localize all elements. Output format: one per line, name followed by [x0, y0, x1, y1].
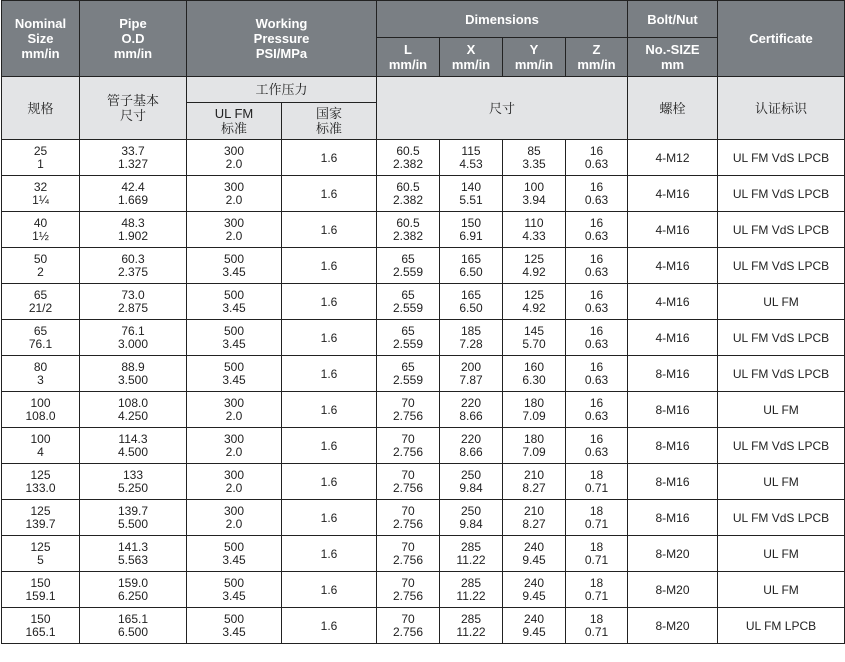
- dim-l-cell: 70 2.756: [377, 392, 440, 428]
- table-row: [2, 320, 845, 356]
- header-row-english: [2, 1, 845, 38]
- dim-y-cell: 240 9.45: [503, 536, 566, 572]
- dim-x-cell: 250 9.84: [440, 500, 503, 536]
- dim-y-cell: 85 3.35: [503, 140, 566, 176]
- dim-z-cell: 18 0.71: [566, 572, 628, 608]
- dim-x-cell: 165 6.50: [440, 248, 503, 284]
- header-working-pressure: Working Pressure PSI/MPa: [187, 1, 377, 77]
- dim-x-cell: 150 6.91: [440, 212, 503, 248]
- bolt-size-cell: 4-M16: [628, 320, 718, 356]
- dim-x-cell: 200 7.87: [440, 356, 503, 392]
- ul-fm-pressure-cell: 300 2.0: [187, 176, 282, 212]
- dim-y-cell: 240 9.45: [503, 572, 566, 608]
- header-bolt-nut: Bolt/Nut: [628, 1, 718, 38]
- pipe-od-cell: 88.9 3.500: [80, 356, 187, 392]
- header-dim-x: X mm/in: [440, 38, 503, 77]
- national-pressure-cell: 1.6: [282, 140, 377, 176]
- pipe-od-cell: 159.0 6.250: [80, 572, 187, 608]
- dim-y-cell: 210 8.27: [503, 464, 566, 500]
- dim-l-cell: 65 2.559: [377, 248, 440, 284]
- bolt-size-cell: 8-M20: [628, 536, 718, 572]
- size-cell: 125 139.7: [2, 500, 80, 536]
- dim-x-cell: 250 9.84: [440, 464, 503, 500]
- certificate-cell: UL FM VdS LPCB: [718, 320, 845, 356]
- dim-l-cell: 70 2.756: [377, 428, 440, 464]
- dim-z-cell: 16 0.63: [566, 248, 628, 284]
- table-row: [2, 428, 845, 464]
- dim-l-cell: 60.5 2.382: [377, 176, 440, 212]
- bolt-size-cell: 4-M12: [628, 140, 718, 176]
- bolt-size-cell: 8-M16: [628, 428, 718, 464]
- dim-l-cell: 60.5 2.382: [377, 212, 440, 248]
- dim-x-cell: 285 11.22: [440, 608, 503, 644]
- national-pressure-cell: 1.6: [282, 608, 377, 644]
- dim-z-cell: 16 0.63: [566, 176, 628, 212]
- table-row: [2, 248, 845, 284]
- certificate-cell: UL FM VdS LPCB: [718, 176, 845, 212]
- pipe-od-cell: 60.3 2.375: [80, 248, 187, 284]
- dim-y-cell: 145 5.70: [503, 320, 566, 356]
- dim-l-cell: 65 2.559: [377, 284, 440, 320]
- ul-fm-pressure-cell: 300 2.0: [187, 428, 282, 464]
- pipe-od-cell: 133 5.250: [80, 464, 187, 500]
- dim-x-cell: 115 4.53: [440, 140, 503, 176]
- pipe-od-cell: 76.1 3.000: [80, 320, 187, 356]
- size-cell: 25 1: [2, 140, 80, 176]
- size-cell: 125 133.0: [2, 464, 80, 500]
- national-pressure-cell: 1.6: [282, 212, 377, 248]
- ul-fm-pressure-cell: 500 3.45: [187, 356, 282, 392]
- dim-y-cell: 180 7.09: [503, 392, 566, 428]
- dim-z-cell: 18 0.71: [566, 536, 628, 572]
- dim-l-cell: 65 2.559: [377, 356, 440, 392]
- header-dimensions: Dimensions: [377, 1, 628, 38]
- header-cn-national: 国家 标准: [282, 103, 377, 140]
- pipe-od-cell: 42.4 1.669: [80, 176, 187, 212]
- national-pressure-cell: 1.6: [282, 284, 377, 320]
- bolt-size-cell: 8-M20: [628, 572, 718, 608]
- dim-z-cell: 16 0.63: [566, 212, 628, 248]
- bolt-size-cell: 8-M20: [628, 608, 718, 644]
- table-row: [2, 536, 845, 572]
- table-row: [2, 212, 845, 248]
- certificate-cell: UL FM VdS LPCB: [718, 356, 845, 392]
- certificate-cell: UL FM: [718, 536, 845, 572]
- size-cell: 65 21/2: [2, 284, 80, 320]
- ul-fm-pressure-cell: 300 2.0: [187, 464, 282, 500]
- pipe-od-cell: 141.3 5.563: [80, 536, 187, 572]
- ul-fm-pressure-cell: 300 2.0: [187, 500, 282, 536]
- certificate-cell: UL FM VdS LPCB: [718, 248, 845, 284]
- dim-z-cell: 18 0.71: [566, 464, 628, 500]
- bolt-size-cell: 8-M16: [628, 464, 718, 500]
- flange-spec-table: [1, 0, 845, 644]
- national-pressure-cell: 1.6: [282, 428, 377, 464]
- pipe-od-cell: 48.3 1.902: [80, 212, 187, 248]
- national-pressure-cell: 1.6: [282, 392, 377, 428]
- table-row: [2, 284, 845, 320]
- certificate-cell: UL FM VdS LPCB: [718, 428, 845, 464]
- size-cell: 80 3: [2, 356, 80, 392]
- bolt-size-cell: 4-M16: [628, 248, 718, 284]
- header-nominal-size: Nominal Size mm/in: [2, 1, 80, 77]
- certificate-cell: UL FM VdS LPCB: [718, 500, 845, 536]
- dim-y-cell: 100 3.94: [503, 176, 566, 212]
- header-cn-pipe: 管子基本 尺寸: [80, 77, 187, 140]
- dim-z-cell: 16 0.63: [566, 284, 628, 320]
- certificate-cell: UL FM: [718, 392, 845, 428]
- bolt-size-cell: 8-M16: [628, 356, 718, 392]
- table-row: [2, 572, 845, 608]
- size-cell: 40 1½: [2, 212, 80, 248]
- national-pressure-cell: 1.6: [282, 176, 377, 212]
- dim-y-cell: 125 4.92: [503, 248, 566, 284]
- size-cell: 150 159.1: [2, 572, 80, 608]
- dim-y-cell: 180 7.09: [503, 428, 566, 464]
- dim-x-cell: 165 6.50: [440, 284, 503, 320]
- national-pressure-cell: 1.6: [282, 536, 377, 572]
- dim-x-cell: 285 11.22: [440, 536, 503, 572]
- dim-l-cell: 70 2.756: [377, 572, 440, 608]
- dim-y-cell: 160 6.30: [503, 356, 566, 392]
- certificate-cell: UL FM VdS LPCB: [718, 140, 845, 176]
- header-cn-ulfm: UL FM 标准: [187, 103, 282, 140]
- dim-y-cell: 125 4.92: [503, 284, 566, 320]
- dim-x-cell: 185 7.28: [440, 320, 503, 356]
- size-cell: 50 2: [2, 248, 80, 284]
- size-cell: 100 4: [2, 428, 80, 464]
- dim-x-cell: 220 8.66: [440, 392, 503, 428]
- ul-fm-pressure-cell: 500 3.45: [187, 248, 282, 284]
- ul-fm-pressure-cell: 300 2.0: [187, 392, 282, 428]
- bolt-size-cell: 4-M16: [628, 284, 718, 320]
- size-cell: 100 108.0: [2, 392, 80, 428]
- table-row: [2, 392, 845, 428]
- table-row: [2, 608, 845, 644]
- national-pressure-cell: 1.6: [282, 248, 377, 284]
- dim-y-cell: 110 4.33: [503, 212, 566, 248]
- dim-l-cell: 70 2.756: [377, 500, 440, 536]
- ul-fm-pressure-cell: 300 2.0: [187, 212, 282, 248]
- certificate-cell: UL FM: [718, 464, 845, 500]
- size-cell: 32 1¼: [2, 176, 80, 212]
- dim-z-cell: 16 0.63: [566, 356, 628, 392]
- header-pipe-od: Pipe O.D mm/in: [80, 1, 187, 77]
- header-no-size: No.-SIZE mm: [628, 38, 718, 77]
- header-row-chinese: [2, 77, 845, 103]
- header-dim-y: Y mm/in: [503, 38, 566, 77]
- certificate-cell: UL FM VdS LPCB: [718, 212, 845, 248]
- header-cn-bolt: 螺栓: [628, 77, 718, 140]
- pipe-od-cell: 114.3 4.500: [80, 428, 187, 464]
- table-row: [2, 356, 845, 392]
- table-row: [2, 140, 845, 176]
- size-cell: 150 165.1: [2, 608, 80, 644]
- national-pressure-cell: 1.6: [282, 464, 377, 500]
- header-cn-size: 规格: [2, 77, 80, 140]
- ul-fm-pressure-cell: 500 3.45: [187, 572, 282, 608]
- dim-z-cell: 18 0.71: [566, 500, 628, 536]
- national-pressure-cell: 1.6: [282, 572, 377, 608]
- ul-fm-pressure-cell: 500 3.45: [187, 608, 282, 644]
- header-certificate: Certificate: [718, 1, 845, 77]
- pipe-od-cell: 73.0 2.875: [80, 284, 187, 320]
- dim-z-cell: 16 0.63: [566, 428, 628, 464]
- header-dim-l: L mm/in: [377, 38, 440, 77]
- dim-l-cell: 65 2.559: [377, 320, 440, 356]
- dim-x-cell: 220 8.66: [440, 428, 503, 464]
- pipe-od-cell: 108.0 4.250: [80, 392, 187, 428]
- ul-fm-pressure-cell: 500 3.45: [187, 536, 282, 572]
- ul-fm-pressure-cell: 300 2.0: [187, 140, 282, 176]
- dim-x-cell: 140 5.51: [440, 176, 503, 212]
- table-row: [2, 176, 845, 212]
- dim-l-cell: 70 2.756: [377, 536, 440, 572]
- dim-y-cell: 210 8.27: [503, 500, 566, 536]
- ul-fm-pressure-cell: 500 3.45: [187, 320, 282, 356]
- pipe-od-cell: 165.1 6.500: [80, 608, 187, 644]
- table-row: [2, 464, 845, 500]
- certificate-cell: UL FM: [718, 572, 845, 608]
- dim-z-cell: 16 0.63: [566, 392, 628, 428]
- certificate-cell: UL FM LPCB: [718, 608, 845, 644]
- dim-l-cell: 70 2.756: [377, 464, 440, 500]
- header-cn-cert: 认证标识: [718, 77, 845, 140]
- ul-fm-pressure-cell: 500 3.45: [187, 284, 282, 320]
- header-cn-dimensions: 尺寸: [377, 77, 628, 140]
- dim-y-cell: 240 9.45: [503, 608, 566, 644]
- header-dim-z: Z mm/in: [566, 38, 628, 77]
- bolt-size-cell: 8-M16: [628, 392, 718, 428]
- size-cell: 65 76.1: [2, 320, 80, 356]
- bolt-size-cell: 8-M16: [628, 500, 718, 536]
- bolt-size-cell: 4-M16: [628, 176, 718, 212]
- header-cn-pressure: 工作压力: [187, 77, 377, 103]
- national-pressure-cell: 1.6: [282, 356, 377, 392]
- dim-l-cell: 70 2.756: [377, 608, 440, 644]
- dim-l-cell: 60.5 2.382: [377, 140, 440, 176]
- national-pressure-cell: 1.6: [282, 500, 377, 536]
- pipe-od-cell: 33.7 1.327: [80, 140, 187, 176]
- pipe-od-cell: 139.7 5.500: [80, 500, 187, 536]
- national-pressure-cell: 1.6: [282, 320, 377, 356]
- dim-z-cell: 18 0.71: [566, 608, 628, 644]
- table-body: [2, 140, 845, 644]
- dim-x-cell: 285 11.22: [440, 572, 503, 608]
- dim-z-cell: 16 0.63: [566, 140, 628, 176]
- certificate-cell: UL FM: [718, 284, 845, 320]
- bolt-size-cell: 4-M16: [628, 212, 718, 248]
- size-cell: 125 5: [2, 536, 80, 572]
- table-row: [2, 500, 845, 536]
- dim-z-cell: 16 0.63: [566, 320, 628, 356]
